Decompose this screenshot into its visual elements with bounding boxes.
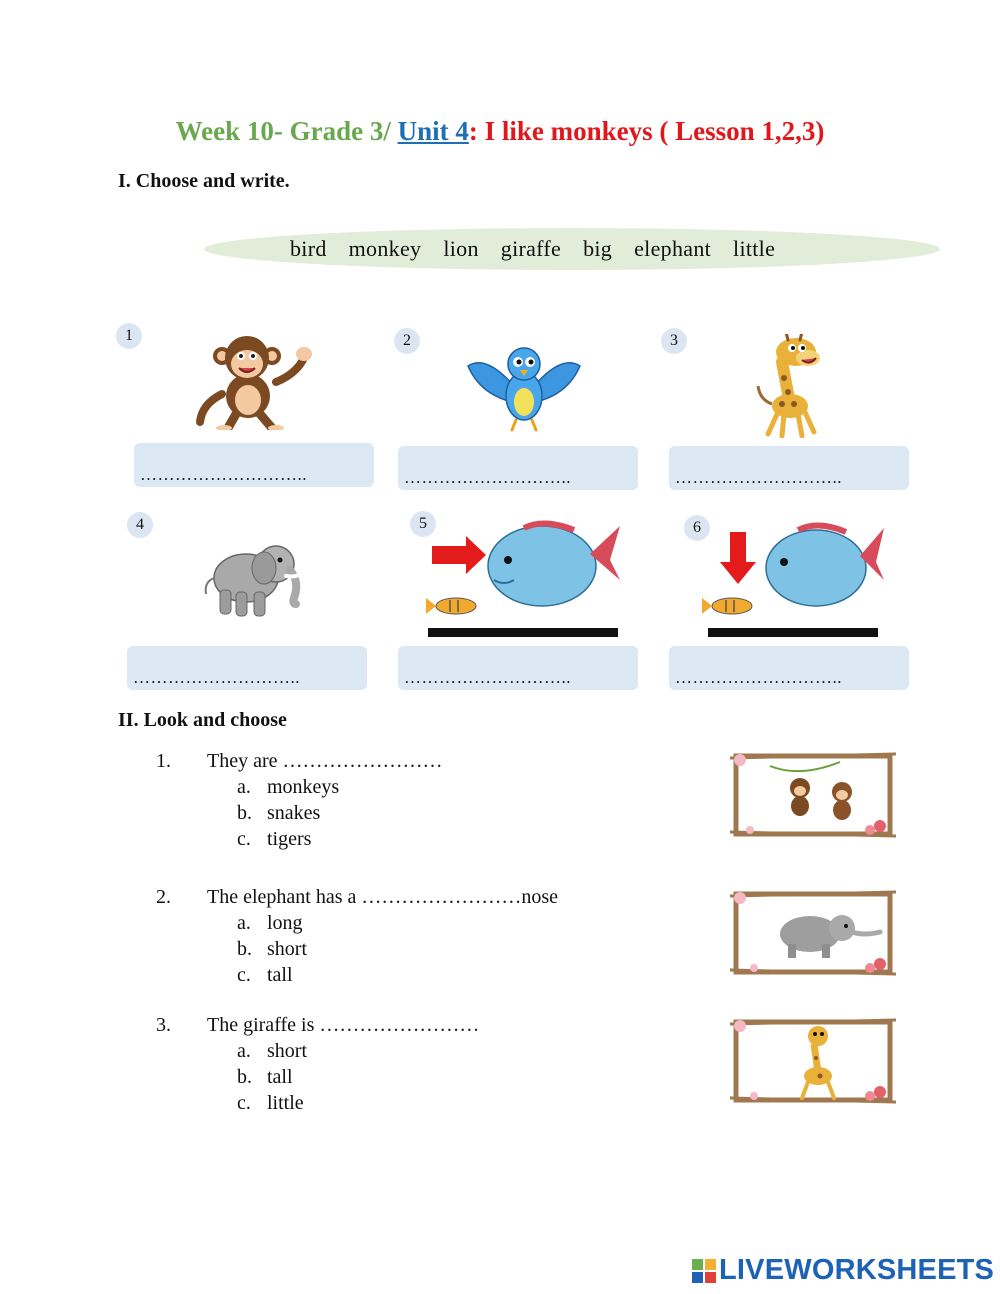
- little-fish-image: [702, 520, 886, 640]
- caption-bar: [708, 628, 878, 637]
- word-bank-item: big: [583, 236, 613, 261]
- question-number: 3.: [156, 1014, 171, 1036]
- word-bank-item: little: [733, 236, 776, 261]
- option-a[interactable]: a. long: [237, 912, 303, 934]
- title-week: Week 10- Grade 3/: [175, 116, 398, 146]
- answer-field-4[interactable]: ………………………..: [127, 646, 367, 690]
- option-b[interactable]: b. snakes: [237, 802, 321, 824]
- liveworksheets-logo[interactable]: [692, 1254, 994, 1287]
- logo-grid-icon: [692, 1259, 716, 1283]
- red-arrow-icon: [720, 532, 756, 584]
- big-fish-image: [424, 520, 624, 640]
- answer-field-2[interactable]: ………………………..: [398, 446, 638, 490]
- fish-icon: [426, 523, 620, 614]
- option-c[interactable]: c. little: [237, 1092, 304, 1114]
- option-b[interactable]: b. short: [237, 938, 307, 960]
- item-number: 3: [661, 328, 687, 354]
- option-a[interactable]: a. monkeys: [237, 776, 340, 798]
- giraffe-icon: [758, 334, 820, 436]
- answer-field-5[interactable]: ………………………..: [398, 646, 638, 690]
- option-c[interactable]: c. tigers: [237, 828, 312, 850]
- elephant-image: [202, 538, 306, 618]
- item-number: 1: [116, 323, 142, 349]
- word-bank-item: giraffe: [500, 236, 562, 261]
- word-bank: [204, 228, 940, 270]
- monkey-icon: [200, 336, 312, 430]
- option-b[interactable]: b. tall: [237, 1066, 293, 1088]
- section2-heading: II. Look and choose: [118, 709, 287, 731]
- answer-field-3[interactable]: ………………………..: [669, 446, 909, 490]
- item-number: 2: [394, 328, 420, 354]
- item-number: 6: [684, 515, 710, 541]
- question-number: 2.: [156, 886, 171, 908]
- monkey-image: [192, 334, 316, 430]
- option-a[interactable]: a. short: [237, 1040, 307, 1062]
- caption-bar: [428, 628, 618, 637]
- section1-heading: I. Choose and write.: [118, 170, 290, 192]
- question-number: 1.: [156, 750, 171, 772]
- red-arrow-icon: [432, 536, 486, 574]
- elephant-frame-image: [730, 886, 896, 978]
- word-bank-item: elephant: [634, 236, 712, 261]
- title-lesson: : I like monkeys ( Lesson 1,2,3): [468, 116, 825, 146]
- item-number: 5: [410, 511, 436, 537]
- word-bank-item: bird: [290, 236, 327, 261]
- bird-icon: [468, 348, 580, 430]
- title-unit-link[interactable]: Unit 4: [397, 116, 469, 146]
- question-text: The giraffe is ……………………: [207, 1014, 480, 1036]
- giraffe-image: [752, 334, 832, 438]
- giraffe-frame-image: [730, 1014, 896, 1106]
- answer-field-6[interactable]: ………………………..: [669, 646, 909, 690]
- elephant-icon: [206, 546, 302, 616]
- page-title: [0, 116, 1000, 147]
- word-bank-item: lion: [443, 236, 479, 261]
- monkeys-frame-image: [730, 748, 896, 840]
- word-bank-item: monkey: [348, 236, 422, 261]
- question-text: They are ……………………: [207, 750, 443, 772]
- logo-text: LIVEWORKSHEETS: [719, 1254, 995, 1286]
- question-text: The elephant has a ……………………nose: [207, 886, 559, 908]
- option-c[interactable]: c. tall: [237, 964, 293, 986]
- answer-field-1[interactable]: ………………………..: [134, 443, 374, 487]
- item-number: 4: [127, 512, 153, 538]
- bird-image: [466, 344, 582, 434]
